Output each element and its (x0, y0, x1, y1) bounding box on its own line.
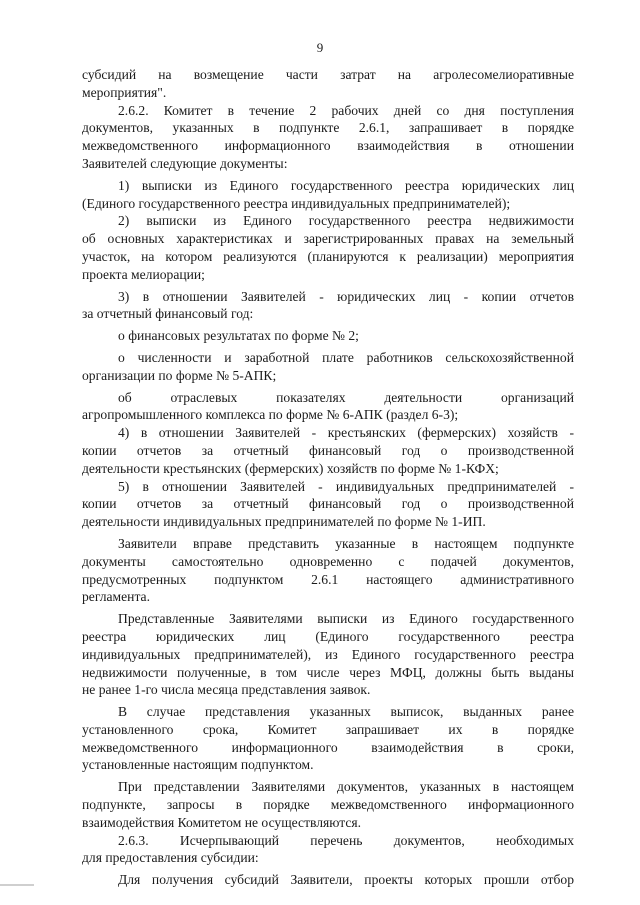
text-line: мероприятия". (82, 84, 167, 100)
document-body (82, 66, 574, 889)
text-line: об отраслевых показателях деятельности организаций (118, 389, 574, 405)
text-line: об основных характеристиках и зарегистрированных правах на земельный (82, 231, 574, 247)
text-line: реестра юридических лиц (Единого государственного реестра (82, 628, 574, 644)
text-line: 4) в отношении Заявителей - крестьянских (фермерских) хозяйств - (118, 425, 574, 441)
text-line: за отчетный финансовый год: (82, 306, 254, 322)
text-line: предусмотренных подпунктом 2.6.1 настоящего административного (82, 571, 574, 587)
text-line: Для получения субсидий Заявители, проекты которых прошли отбор (118, 872, 574, 888)
text-line: межведомственного информационного взаимодействия в сроки, (82, 739, 574, 755)
text-line: Заявители вправе представить указанные в настоящем подпункте (118, 535, 574, 551)
text-line: (Единого государственного реестра индивидуальных предпринимателей); (82, 195, 511, 211)
text-line: взаимодействия Комитетом не осуществляются. (82, 814, 362, 830)
text-line: деятельности индивидуальных предпринимателей по форме № 1-ИП. (82, 514, 486, 530)
text-line: агропромышленного комплекса по форме № 6-АПК (раздел 6-3); (82, 407, 459, 423)
text-line: регламента. (82, 589, 150, 605)
text-line: 5) в отношении Заявителей - индивидуальных предпринимателей - (118, 478, 574, 494)
text-line: индивидуальных предпринимателей), из Единого государственного реестра (82, 646, 574, 662)
text-line: установленные настоящим подпунктом. (82, 757, 314, 773)
text-line: о финансовых результатах по форме № 2; (118, 328, 359, 344)
text-line: о численности и заработной плате работников сельскохозяйственной (118, 349, 574, 365)
text-line: Представленные Заявителями выписки из Единого государственного (118, 611, 574, 627)
text-line: подпункте, запросы в порядке межведомственного информационного (82, 797, 574, 813)
text-line: 3) в отношении Заявителей - юридических лиц - копии отчетов (118, 288, 574, 304)
text-line: 2.6.3. Исчерпывающий перечень документов, необходимых (118, 832, 574, 848)
text-line: документов, указанных в подпункте 2.6.1, запрашивает в порядке (82, 120, 574, 136)
text-line: для предоставления субсидии: (82, 850, 259, 866)
text-line: участок, на котором реализуются (планируются к реализации) мероприятия (82, 248, 574, 264)
scan-edge-mark (0, 884, 34, 886)
text-line: копии отчетов за отчетный финансовый год о производственной (82, 496, 574, 512)
text-line: установленного срока, Комитет запрашивает их в порядке (82, 721, 574, 737)
text-line: Заявителей следующие документы: (82, 155, 288, 171)
text-line: организации по форме № 5-АПК; (82, 367, 277, 383)
text-line: проекта мелиорации; (82, 266, 205, 282)
text-line: не ранее 1-го числа месяца представления заявок. (82, 682, 371, 698)
text-line: межведомственного информационного взаимодействия в отношении (82, 138, 574, 154)
text-line: 1) выписки из Единого государственного реестра юридических лиц (118, 177, 574, 193)
text-line: копии отчетов за отчетный финансовый год о производственной (82, 442, 574, 458)
text-line: В случае представления указанных выписок, выданных ранее (118, 704, 574, 720)
text-line: недвижимости полученные, в том числе через МФЦ, должны быть выданы (82, 664, 574, 680)
text-line: 2) выписки из Единого государственного реестра недвижимости (118, 213, 574, 229)
text-line: При представлении Заявителями документов, указанных в настоящем (118, 779, 574, 795)
text-line: деятельности крестьянских (фермерских) хозяйств по форме № 1-КФХ; (82, 460, 499, 476)
page-number: 9 (316, 40, 324, 55)
text-line: 2.6.2. Комитет в течение 2 рабочих дней со дня поступления (118, 102, 574, 118)
text-line: субсидий на возмещение части затрат на агролесомелиоративные (82, 67, 574, 82)
text-line: документы самостоятельно одновременно с подачей документов, (82, 553, 574, 569)
